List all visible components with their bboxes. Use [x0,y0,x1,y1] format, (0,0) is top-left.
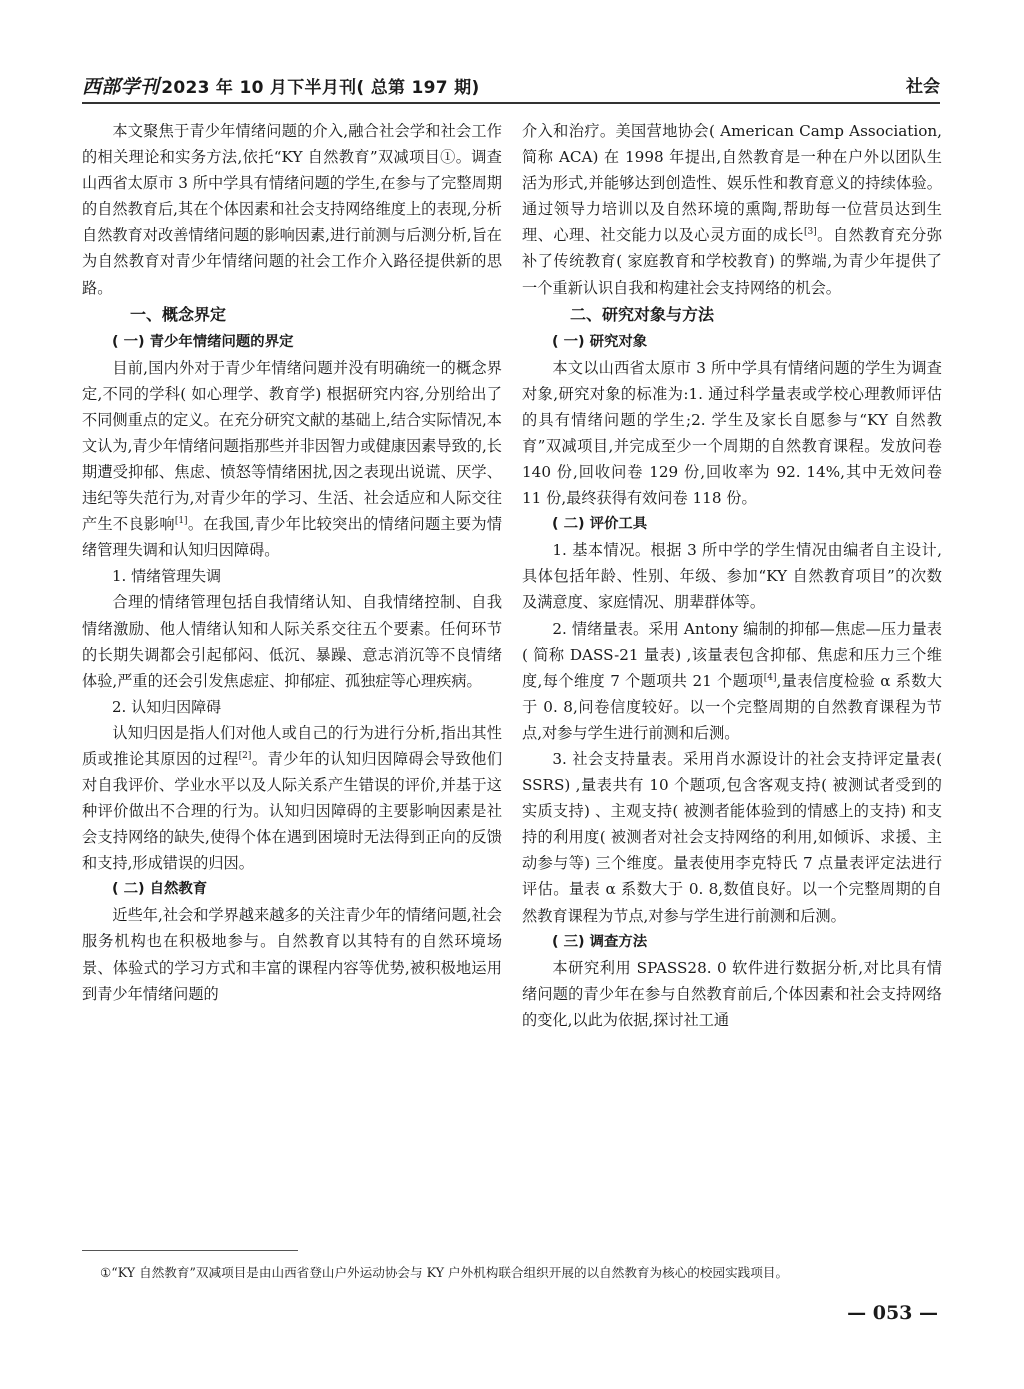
paragraph-text: 本文聚焦于青少年情绪问题的介入,融合社会学和社会工作的相关理论和实务方法,依托“KY 自然教育”双减项目①。调查山西省太原市 3 所中学具有情绪问题的学生,在参与了完整周期的自然教育后,其在个体因素和社会支持网络维度上的表现,分析自然教育对改善情绪问题的影响因素,进行前测与后测分析,旨在为自然教育对青少年情绪问题的社会工作介入路径提供新的思路。 [82,122,502,297]
right-column [522,118,942,1033]
body-paragraph [82,355,502,564]
paragraph-text: 目前,国内外对于青少年情绪问题并没有明确统一的概念界定,不同的学科( 如心理学、教育学) 根据研究内容,分别给出了不同侧重点的定义。在充分研究文献的基础上,结合实际情况,本文认为,青少年情绪问题指那些并非因智力或健康因素导致的,长期遭受抑郁、焦虑、愤怒等情绪困扰,因之表现出说谎、厌学、违纪等失范行为,对青少年的学习、生活、社会适应和人际交往产生不良影响 [82,358,502,534]
paragraph-text: 。自然教育充分弥补了传统教育( 家庭教育和学校教育) 的弊端,为青少年提供了一个重新认识自我和构建社会支持网络的机会。 [522,226,943,297]
body-paragraph [522,355,942,512]
section-label: 社会 [906,77,940,97]
paragraph-text: 本研究利用 SPASS28. 0 软件进行数据分析,对比具有情绪问题的青少年在参与自然教育前后,个体因素和社会支持网络的变化,以此为依据,探讨社工通 [522,958,942,1029]
body-paragraph [82,902,502,1006]
section-heading: 二、研究对象与方法 [570,304,715,324]
subsection-heading: ( 一) 青少年情绪问题的界定 [112,333,294,350]
citation-ref: [4] [763,672,777,683]
paragraph-text: 认知归因是指人们对他人或自己的行为进行分析,指出其性质或推论其原因的过程 [82,723,502,768]
paragraph-text: 。青少年的认知归因障碍会导致他们对自我评价、学业水平以及人际关系产生错误的评价,并基于这种评价做出不合理的行为。认知归因障碍的主要影响因素是社会支持网络的缺失,使得个体在遇到困境时无法得到正向的反馈和支持,形成错误的归因。 [82,749,503,873]
subsection-heading: ( 二) 自然教育 [112,881,208,898]
body-paragraph [522,616,942,746]
page-number: — 053 — [847,1302,938,1324]
paragraph-text: 3. 社会支持量表。采用肖水源设计的社会支持评定量表( SSRS) ,量表共有 10 个题项,包含客观支持( 被测试者受到的实质支持) 、主观支持( 被测者能体验到的情感上的支持) 和支持的利用度( 被测者对社会支持网络的利用,如倾诉、求援、主动参与等) 三个维度。量表使用李克特氏 7 点量表评定法进行评估。量表 α 系数大于 0. 8,数值良好。以一个完整周期的自然教育课程为节点,对参与学生进行前测和后测。 [522,749,942,925]
subsection-heading: ( 二) 评价工具 [552,516,648,533]
paragraph-text: 2. 情绪量表。采用 Antony 编制的抑郁—焦虑—压力量表( 简称 DASS-21 量表) ,该量表包含抑郁、焦虑和压力三个维度,每个维度 7 个题项共 21 个题项 [522,619,942,690]
paragraph-text: ,量表信度检验 α 系数大于 0. 8,问卷信度较好。以一个完整周期的自然教育课程为节点,对参与学生进行前测和后测。 [522,671,942,742]
citation-ref: [3] [803,227,817,238]
paragraph-text: 近些年,社会和学界越来越多的关注青少年的情绪问题,社会服务机构也在积极地参与。自然教育以其特有的自然环境场景、体验式的学习方式和丰富的课程内容等优势,被积极地运用到青少年情绪问题的 [82,906,502,1003]
body-paragraph [82,589,502,693]
footnote-divider [82,1250,298,1251]
section-heading: 一、概念界定 [130,304,227,324]
sub-subsection-heading: 2. 认知归因障碍 [112,697,222,716]
page-header [82,66,940,102]
body-paragraph [82,720,502,877]
header-rule [82,102,940,104]
journal-issue: 2023 年 10 月下半月刊( 总第 197 期) [161,78,480,98]
subsection-heading: ( 三) 调查方法 [552,933,648,950]
paragraph-text: 本文以山西省太原市 3 所中学具有情绪问题的学生为调查对象,研究对象的标准为:1. 通过科学量表或学校心理教师评估的具有情绪问题的学生;2. 学生及家长自愿参与“KY 自然教育”双减项目,并完成至少一个周期的自然教育课程。发放问卷 140 份,回收问卷 129 份,回收率为 92. 14%,其中无效问卷 11 份,最终获得有效问卷 118 份。 [522,358,942,508]
subsection-heading: ( 一) 研究对象 [552,333,648,350]
body-paragraph [522,955,942,1033]
paragraph-text: 1. 基本情况。根据 3 所中学的学生情况由编者自主设计,具体包括年龄、性别、年级、参加“KY 自然教育项目”的次数及满意度、家庭情况、朋辈群体等。 [522,541,942,612]
paragraph-text: 。在我国,青少年比较突出的情绪问题主要为情绪管理失调和认知归因障碍。 [82,515,503,560]
body-paragraph [522,118,942,301]
journal-logo: 西部学刊 [82,76,160,98]
left-column [82,118,502,1007]
citation-ref: [1] [174,516,188,527]
paragraph-text: 合理的情绪管理包括自我情绪认知、自我情绪控制、自我情绪激励、他人情绪认知和人际关系交往五个要素。任何环节的长期失调都会引起郁闷、低沉、暴躁、意志消沉等不良情绪体验,严重的还会引发焦虑症、抑郁症、孤独症等心理疾病。 [82,593,502,690]
sub-subsection-heading: 1. 情绪管理失调 [112,567,222,586]
paragraph-text: 介入和治疗。美国营地协会( American Camp Association,简称 ACA) 在 1998 年提出,自然教育是一种在户外以团队生活为形式,并能够达到创造性、娱乐性和教育意义的持续体验。通过领导力培训以及自然环境的熏陶,帮助每一位营员达到生理、心理、社交能力以及心灵方面的成长 [522,122,942,245]
body-paragraph [82,118,502,301]
citation-ref: [2] [238,750,252,761]
footnote: ①“KY 自然教育”双减项目是由山西省登山户外运动协会与 KY 户外机构联合组织开展的以自然教育为核心的校园实践项目。 [100,1265,789,1280]
journal-title [82,72,480,99]
body-paragraph [522,746,942,929]
body-paragraph [522,537,942,615]
